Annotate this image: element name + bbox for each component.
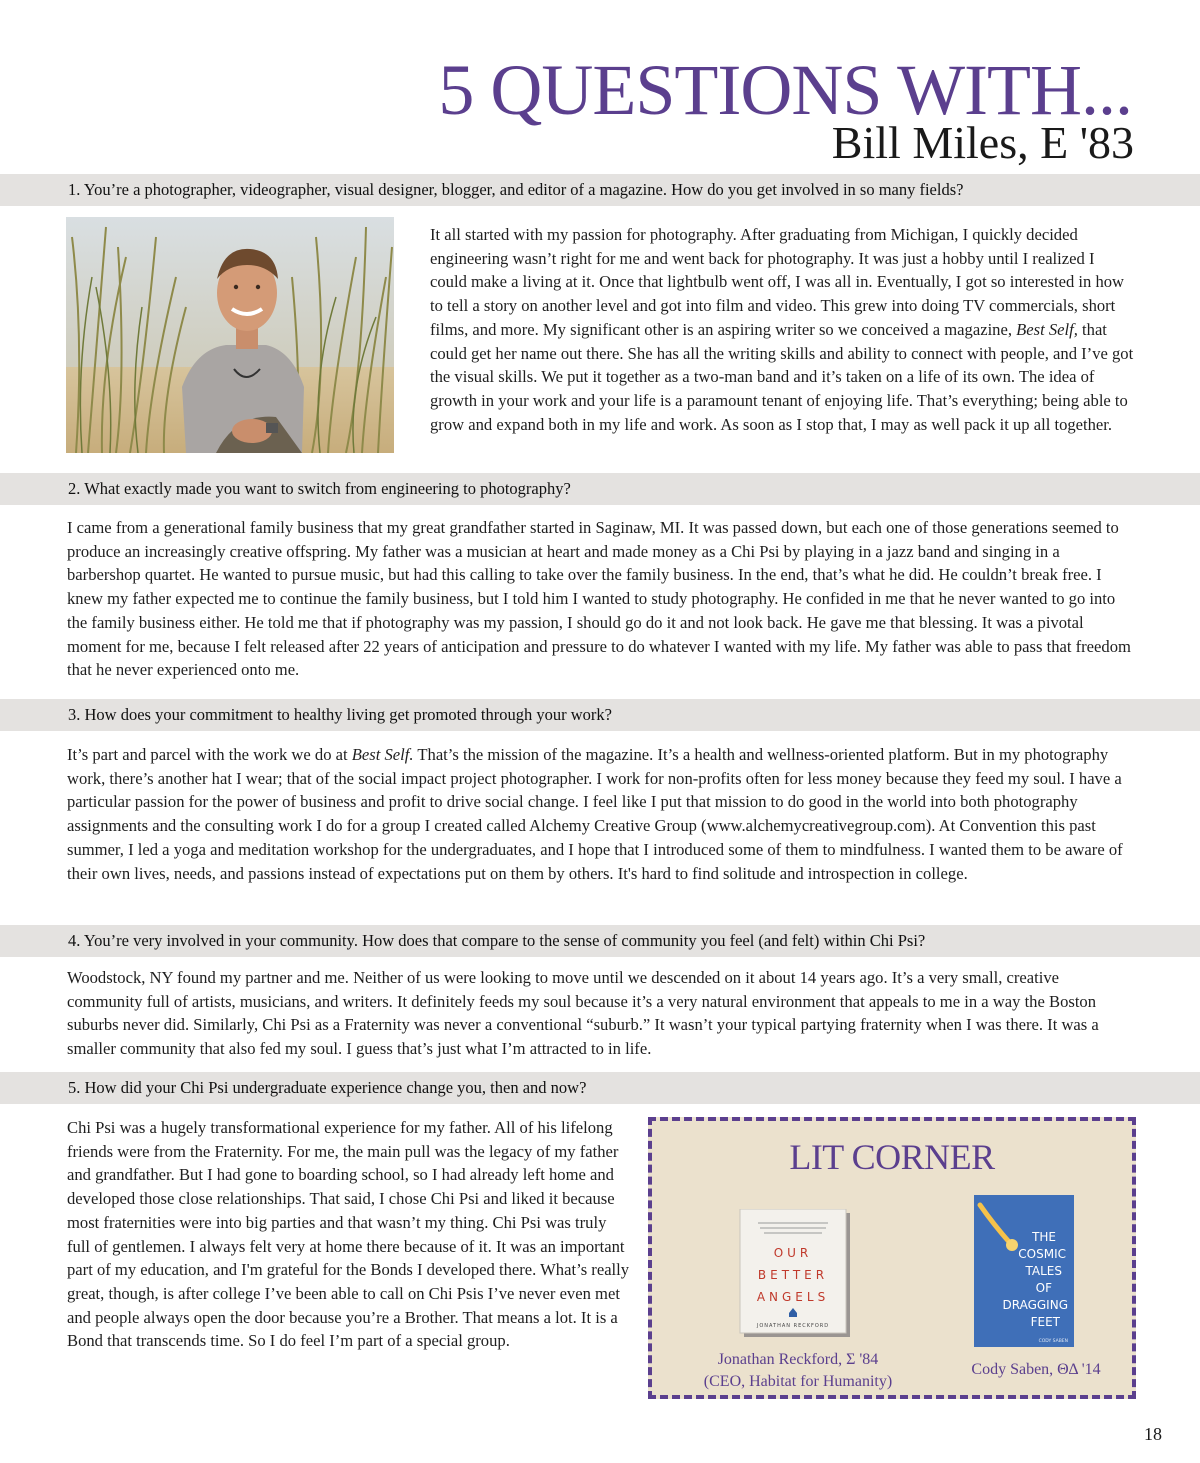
- book-2-caption: Cody Saben, ΘΔ '14: [971, 1361, 1101, 1378]
- answer-5: Chi Psi was a hugely transformational experience for my father. All of his lifelong friends were from the Fraternity. For me, the main pull was the legacy of my father and grandfather. But I had gone to boarding school, so I had already left home and developed those close relationships. That said, I chose Chi Psi and liked it because most fraternities were into big parties and that wasn’t my thing. Chi Psi was truly full of gentlemen. I always felt very at home there because of it. It was an important part of my education, and I'm grateful for the Bonds I developed there. What’s really great, though, is after college I’ve been able to call on Chi Psis I’ve never even met and people always open the door because you’re a Brother. That means a lot. It is a Bond that transcends time. So I do feel I’m part of a special group.: [67, 1118, 630, 1351]
- page-subtitle: Bill Miles, E '83: [831, 117, 1134, 168]
- lit-corner-title: LIT CORNER: [789, 1137, 995, 1177]
- answer-1: It all started with my passion for photography. After graduating from Michigan, I quickly decided engineering wasn’t right for me and went back for photography. It was just a hobby until I realized I could make a living at it. Once that lightbulb went off, I was all in. Eventually, I got so interested in how to tell a story on another level and got into film and video. This grew into doing TV commercials, short films, and more. My significant other is an aspiring writer so we conceived a magazine, Best Self, that could get her name out there. She has all the writing skills and ability to connect with people, and I’ve got the visual skills. We put it together as a two-man band and it’s taken on a life of its own. The idea of growth in your work and your life is a paramount tenant of enjoying life. That’s everything; being able to grow and expand both in my life and work. As soon as I stop that, I may as well pack it up all together.: [430, 225, 1134, 434]
- question-2-bar: 2. What exactly made you want to switch from engineering to photography?: [0, 473, 1200, 505]
- svg-text:COSMIC: COSMIC: [1018, 1247, 1066, 1261]
- svg-text:FEET: FEET: [1030, 1315, 1060, 1329]
- question-5-bar: 5. How did your Chi Psi undergraduate experience change you, then and now?: [0, 1072, 1200, 1104]
- question-3-bar: 3. How does your commitment to healthy living get promoted through your work?: [0, 699, 1200, 731]
- lit-corner-box: [648, 1117, 1136, 1399]
- answer-2: I came from a generational family business that my great grandfather started in Saginaw, MI. It was passed down, but each one of those generations seemed to produce an increasingly creative offspring. My father was a musician at heart and made money as a Chi Psi by playing in a jazz band and singing in a barbershop quartet. He wanted to pursue music, but had this calling to take over the family business. In the end, that’s what he did. He couldn’t break free. I knew my father expected me to continue the family business, but I told him I wanted to study photography. He confided in me that he never wanted to go into the family business either. He told me that if photography was my passion, I should go do it and not look back. He gave me that blessing. It was a pivotal moment for me, because I felt released after 22 years of anticipation and pressure to do whatever I wanted with my life. My father was able to pass that freedom that he never experienced onto me.: [67, 518, 1131, 680]
- book-cover-cosmic-tales: [974, 1195, 1074, 1347]
- svg-text:ANGELS: ANGELS: [756, 1290, 830, 1304]
- page-number: 18: [1144, 1424, 1162, 1444]
- portrait-photo: [66, 217, 394, 453]
- page-title: 5 QUESTIONS WITH...: [438, 50, 1132, 130]
- svg-text:CODY SABEN: CODY SABEN: [1038, 1339, 1068, 1344]
- svg-text:OF: OF: [1035, 1281, 1052, 1295]
- svg-text:OUR: OUR: [773, 1246, 813, 1260]
- question-1-bar: 1. You’re a photographer, videographer, visual designer, blogger, and editor of a magazine. How do you get involved in so many fields?: [0, 174, 1200, 206]
- book-1-caption: Jonathan Reckford, Σ '84 (CEO, Habitat for Humanity): [703, 1351, 893, 1390]
- question-4-bar: 4. You’re very involved in your community. How does that compare to the sense of community you feel (and felt) within Chi Psi?: [0, 925, 1200, 957]
- svg-text:DRAGGING: DRAGGING: [1002, 1298, 1068, 1312]
- svg-text:BETTER: BETTER: [757, 1268, 829, 1282]
- answer-3: It’s part and parcel with the work we do at Best Self. That’s the mission of the magazine. It’s a health and wellness-oriented platform. But in my photography work, there’s another hat I wear; that of the social impact project photographer. I work for non-profits often for less money because they feed my soul. I have a particular passion for the power of business and profit to drive social change. I feel like I put that mission to do good in the world into both photography assignments and the consulting work I do for a group I created called Alchemy Creative Group (www.alchemycreativegroup.com). At Convention this past summer, I led a yoga and meditation workshop for the undergraduates, and I hope that I introduced some of them to mindfulness. I wanted them to be aware of their own lives, needs, and passions instead of expectations put on them by others. It's hard to find solitude and introspection in college.: [67, 745, 1123, 883]
- svg-text:JONATHAN RECKFORD: JONATHAN RECKFORD: [756, 1323, 830, 1329]
- answer-4: Woodstock, NY found my partner and me. Neither of us were looking to move until we descended on it about 14 years ago. It’s a very small, creative community full of artists, musicians, and writers. It definitely feeds my soul because it’s a very natural environment that appeals to me in a way the Boston suburbs never did. Similarly, Chi Psi as a Fraternity was never a conventional “suburb.” It wasn’t your typical partying fraternity when I was there. It was a smaller community that also fed my soul. I guess that’s just what I’m attracted to in life.: [67, 968, 1099, 1059]
- svg-text:TALES: TALES: [1025, 1264, 1062, 1278]
- svg-text:THE: THE: [1032, 1230, 1056, 1244]
- book-cover-our-better-angels: [738, 1209, 854, 1339]
